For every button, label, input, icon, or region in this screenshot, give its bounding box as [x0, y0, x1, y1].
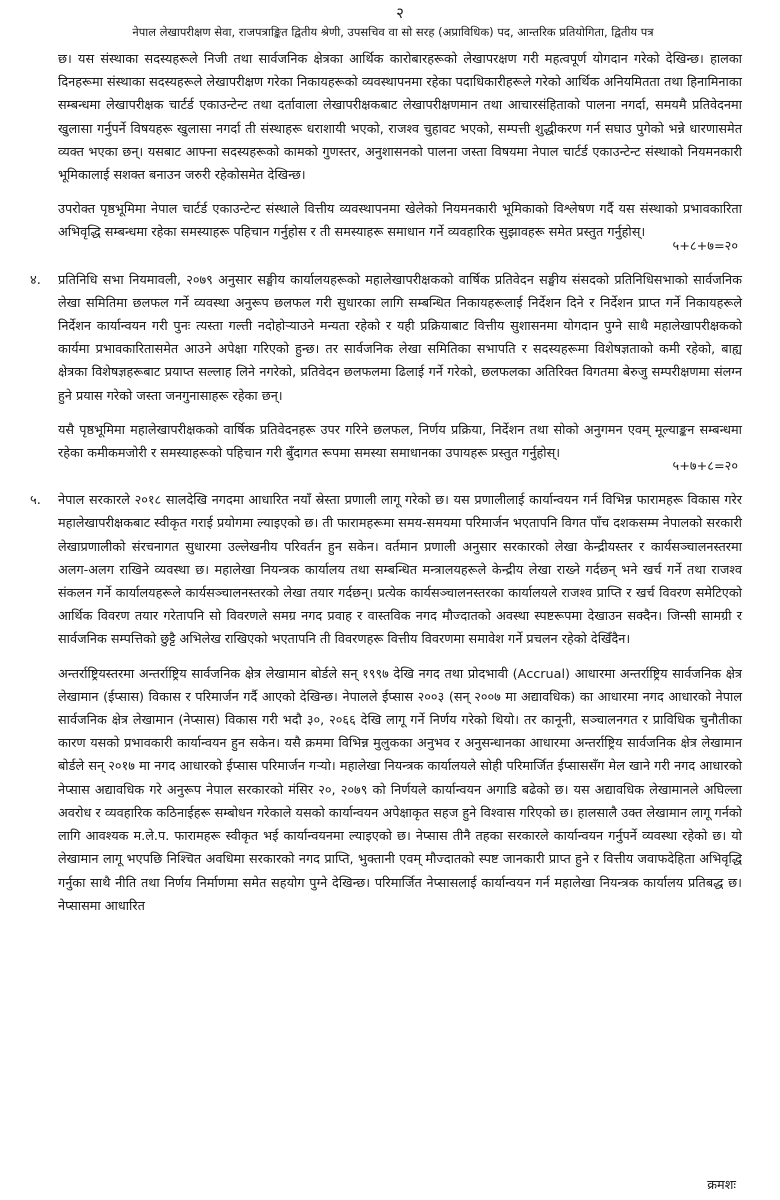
intro-paragraph-2: उपरोक्त पृष्ठभूमिमा नेपाल चार्टर्ड एकाउन्टेन्ट संस्थाले वित्तीय व्यवस्थापनमा खेलेको नियमनकारी भूमिकाको विश्लेषण गर्दै यस संस्थाको प्रभावकारिता अभिवृद्धि सम्बन्धमा रहेका समस्याहरू पहिचान गर्नुहोस र ती समस्याहरू समाधान गर्ने व्यवहारिक सुझावहरू समेत प्रस्तुत गर्नुहोस्।	[58, 202, 742, 241]
intro-marks: ५+८+७=२०	[672, 238, 738, 254]
question-4-paragraph-1: प्रतिनिधि सभा नियमावली, २०७९ अनुसार सङ्घीय कार्यालयहरूको महालेखापरीक्षकको वार्षिक प्रतिवेदन सङ्घीय संसदको प्रतिनिधिसभाको सार्वजनिक लेखा समितिमा छलफल गर्ने व्यवस्था अनुरूप छलफल गरी सुधारका लागि सम्बन्धित निकायहरूलाई निर्देशन दिने र निर्देशन प्राप्त गर्ने निकायहरूले निर्देशन कार्यान्वयन गरी पुनः त्यस्ता गल्ती नदोहोऱ्याउने मन्यता रहेको र यही प्रक्रियाबाट वित्तीय सुशासनमा योगदान पुग्ने साथै महालेखापरीक्षकको कार्यमा प्रभावकारितासमेत आउने अपेक्षा गरिएको हुन्छ। तर सार्वजनिक लेखा समितिका सभापति र सदस्यहरूमा विशेषज्ञताको कमी रहेको, बाह्य क्षेत्रका विशेषज्ञहरूबाट प्रयाप्त सल्लाह लिने नगरेको, प्रतिवेदन छलफलमा ढिलाई गर्ने गरेको, छलफलका अतिरिक्त विगतमा बेरुजु सम्परीक्षणमा संलग्न हुने प्रयास गरेको जस्ता जनगुनासाहरू रहेका छन्।	[58, 272, 742, 404]
question-5-paragraph-2: अन्तर्राष्ट्रियस्तरमा अन्तर्राष्ट्रिय सार्वजनिक क्षेत्र लेखामान बोर्डले सन् १९९७ देखि नगद तथा प्रोदभावी (Accrual) आधारमा अन्तर्राष्ट्रिय सार्वजनिक क्षेत्र लेखामान (ईप्सास) विकास र परिमार्जन गर्दै आएको देखिन्छ। नेपालले ईप्सास २००३ (सन् २००७ मा अद्यावधिक) का आधारमा नगद आधारको नेपाल सार्वजनिक क्षेत्र लेखामान (नेप्सास) विकास गरी भदौ ३०, २०६६ देखि लागू गर्ने निर्णय गरेको थियो। तर कानूनी, सञ्चालनगत र प्राविधिक चुनौतीका कारण यसको प्रभावकारी कार्यान्वयन हुन सकेन। यसै क्रममा विभिन्न मुलुकका अनुभव र अनुसन्धानका आधारमा अन्तर्राष्ट्रिय सार्वजनिक क्षेत्र लेखामान बोर्डले सन् २०१७ मा नगद आधारको ईप्सास परिमार्जन गऱ्यो। महालेखा नियन्त्रक कार्यालयले सोही परिमार्जित ईप्साससँग मेल खाने गरी नगद आधारको नेप्सास अद्यावधिक गरे अनुरूप नेपाल सरकारको मंसिर २०, २०७९ को निर्णयले कार्यान्वयन अगाडि बढेको छ। यस अद्यावधिक लेखामानले अघिल्ला अवरोध र व्यवहारिक कठिनाईहरू सम्बोधन गरेकाले यसको कार्यान्वयन अपेक्षाकृत सहज हुने विश्वास गरिएको छ। हालसालै उक्त लेखामान लागू गर्नको लागि आवश्यक म.ले.प. फारामहरू स्वीकृत भई कार्यान्वयनमा ल्याइएको छ। नेप्सास तीनै तहका सरकारले कार्यान्वयन गर्नुपर्ने व्यवस्था रहेको छ। यो लेखामान लागू भएपछि निश्चित अवधिमा सरकारको नगद प्राप्ति, भुक्तानी एवम् मौज्दातको स्पष्ट जानकारी प्राप्त हुने र वित्तीय जवाफदेहिता अभिवृद्धि गर्नुका साथै नीति तथा निर्णय निर्माणमा समेत सहयोग पुग्ने देखिन्छ। परिमार्जित नेप्सासलाई कार्यान्वयन गर्न महालेखा नियन्त्रक कार्यालय प्रतिबद्ध छ। नेप्सासमा आधारित	[58, 666, 742, 914]
question-5-paragraph-1: नेपाल सरकारले २०१८ सालदेखि नगदमा आधारित नयाँ स्रेस्ता प्रणाली लागू गरेको छ। यस प्रणालीलाई कार्यान्वयन गर्न विभिन्न फारामहरू विकास गरेर महालेखापरीक्षकबाट स्वीकृत गराई प्रयोगमा ल्याइएको छ। ती फारामहरूमा समय-समयमा परिमार्जन भएतापनि विगत पाँच दशकसम्म नेपालको सरकारी लेखाप्रणालीको संरचनागत सुधारमा उल्लेखनीय परिवर्तन हुन सकेन। वर्तमान प्रणाली अनुसार सरकारको लेखा केन्द्रीयस्तर र कार्यसञ्चालनस्तरमा अलग-अलग राखिने व्यवस्था छ। महालेखा नियन्त्रक कार्यालय तथा सम्बन्धित मन्त्रालयहरूले केन्द्रीय लेखा राख्ने गर्दछन् भने खर्च गर्ने तथा राजश्व संकलन गर्ने कार्यालयहरूले कार्यसञ्चालनस्तरको लेखा तयार गर्दछन्। प्रत्येक कार्यसञ्चालनस्तरका कार्यालयले राजश्व प्राप्ति र खर्च विवरण समेटिएको आर्थिक विवरण तयार गरेतापनि सो विवरणले समग्र नगद प्रवाह र वास्तविक नगद मौज्दातको अवस्था स्पष्टरूपमा देखाउन सक्दैन। जिन्सी सामग्री र सार्वजनिक सम्पत्तिको छुट्टै अभिलेख राखिएको भएतापनि ती विवरणहरू वित्तीय विवरणमा समावेश गर्ने प्रचलन रहेको देखिँदैन।	[58, 493, 742, 648]
page-header: नेपाल लेखापरीक्षण सेवा, राजपत्राङ्कित द्वितीय श्रेणी, उपसचिव वा सो सरह (अप्राविधिक) पद, आन्तरिक प्रतियोगिता, द्वितीय पत्र	[132, 25, 654, 39]
question-4-paragraph-2: यसै पृष्ठभूमिमा महालेखापरीक्षकको वार्षिक प्रतिवेदनहरू उपर गरिने छलफल, निर्णय प्रक्रिया, निर्देशन तथा सोको अनुगमन एवम् मूल्याङ्कन सम्बन्धमा रहेका कमीकमजोरी र समस्याहरूको पहिचान गरी बुँदागत रूपमा समस्या समाधानका उपायहरू प्रस्तुत गर्नुहोस्।	[58, 422, 742, 462]
intro-paragraph-1: छ। यस संस्थाका सदस्यहरूले निजी तथा सार्वजनिक क्षेत्रका आर्थिक कारोबारहरूको लेखापरक्षण गरी महत्वपूर्ण योगदान गरेको देखिन्छ। हालका दिनहरूमा संस्थाका सदस्यहरूले लेखापरीक्षण गरेका निकायहरूको व्यवस्थापनमा रहेका पदाधिकारीहरूले गरेको आर्थिक अनियमितता तथा हिनामिनाका सम्बन्धमा लेखापरीक्षक चार्टर्ड एकाउन्टेन्ट तथा दर्तावाला लेखापरीक्षकबाट लेखापरीक्षणमान तथा आचारसंहिताको पालना नगर्दा, समयमै प्रतिवेदनमा खुलासा गर्नुपर्ने विषयहरू खुलासा नगर्दा ती संस्थाहरू धराशायी भएको, राजश्व चुहावट भएको, सम्पत्ती शुद्धीकरण गर्न सघाउ पुगेको भन्ने धारणासमेत व्यक्त भएका छन्। यसबाट आफ्ना सदस्यहरूको कामको गुणस्तर, अनुशासनको पालना जस्ता विषयमा नेपाल चार्टर्ड एकाउन्टेन्ट संस्थाको नियमनकारी भूमिकालाई सशक्त बनाउन जरुरी रहेकोसमेत देखिन्छ।	[58, 52, 742, 184]
question-4	[30, 269, 742, 476]
page-number: २	[396, 4, 404, 22]
question-5-number: ५.	[30, 493, 41, 509]
question-4-number: ४.	[30, 272, 41, 288]
continued-label: क्रमशः	[707, 1178, 736, 1193]
question-5	[30, 489, 742, 918]
question-4-marks: ५+७+८=२०	[672, 459, 738, 475]
